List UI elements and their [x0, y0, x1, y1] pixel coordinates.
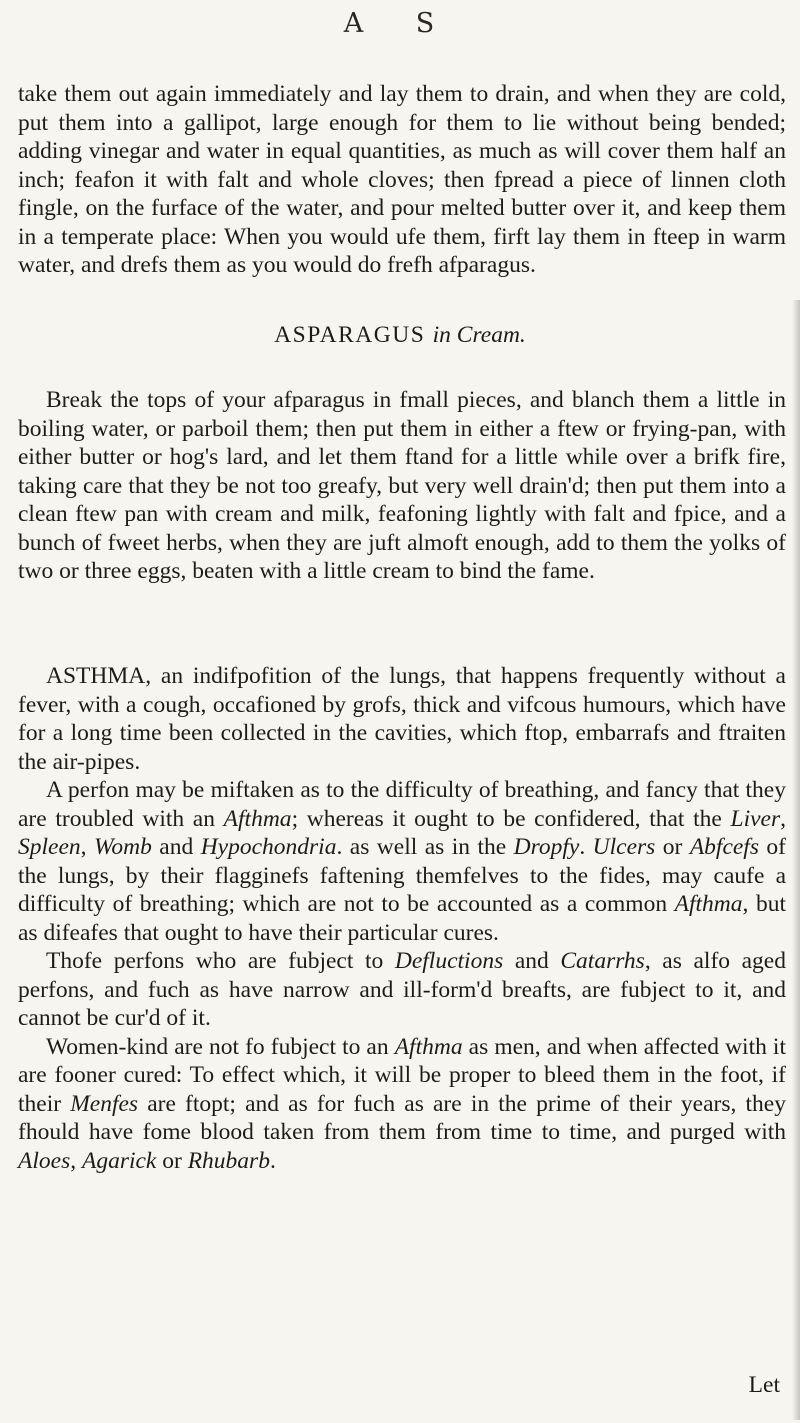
running-header: A S	[343, 8, 457, 39]
paragraph-text: Break the tops of your afparagus in fmall pieces, and blanch them a little in boiling water, or parboil them; then put them in either a ftew or frying-pan, with either butter or hog's lard, and let them ftand for a little while over a brifk fire, taking care that they be not too greafy, but very well drain'd; then put them into a clean ftew pan with cream and milk, feafoning lightly with falt and fpice, and a bunch of fweet herbs, when they are juft almoft enough, add to them the yolks of two or three eggs, beaten with a little cream to bind the fame.	[18, 387, 786, 584]
italic-term: Dropfy	[513, 834, 580, 860]
asparagus-pickling-paragraph	[18, 80, 786, 280]
asthma-definition	[18, 662, 786, 776]
heading-caps: ASPARAGUS	[274, 322, 426, 348]
page-edge-shadow	[792, 300, 800, 1420]
text-run: as men, and when affected with it are fooner cured: To effect which, it will be proper to bleed them in the foot, if their	[18, 1033, 786, 1117]
italic-term: Defluctions	[394, 948, 504, 974]
italic-term: Agarick	[81, 1147, 157, 1174]
text-run: Women-kind are not fo fubject to an	[46, 1033, 395, 1060]
italic-term: Hypochondria	[200, 834, 337, 860]
asthma-paragraph-2	[18, 776, 786, 947]
italic-term: Menfes	[70, 1090, 139, 1117]
paragraph-text: take them out again immediately and lay them to drain, and when they are cold, put them into a gallipot, large enough for them to lie without being bended; adding vinegar and water in equal quantities, as much as will cover them half an inch; feafon it with falt and whole cloves; then fpread a piece of linnen cloth fingle, on the furface of the water, and pour melted butter over it, and keep them in a temperate place: When you would ufe them, firft lay them in fteep in warm water, and drefs them as you would do frefh afparagus.	[18, 81, 786, 278]
text-run: ,	[80, 834, 94, 860]
text-run: .	[269, 1147, 276, 1174]
asthma-paragraph-4	[18, 1033, 786, 1176]
italic-term: Rhubarb	[187, 1147, 270, 1174]
text-run: and	[151, 834, 201, 860]
asthma-entry	[18, 662, 786, 1175]
italic-term: Afthma	[223, 805, 292, 832]
italic-term: Catarrhs	[560, 948, 645, 974]
italic-term: Spleen	[18, 834, 81, 860]
italic-term: Liver	[730, 805, 781, 832]
asparagus-in-cream-paragraph	[18, 386, 786, 586]
italic-term: Abfcefs	[689, 834, 759, 860]
text-run: . as well as in the	[336, 834, 514, 860]
italic-term: Aloes	[18, 1147, 71, 1174]
heading-italic: in Cream.	[432, 322, 526, 348]
text-run: , as alfo aged perfons, and fuch as have narrow and ill-form'd breafts, are fubject to it, and cannot be cur'd of it.	[18, 948, 786, 1031]
text-run: or	[156, 1147, 188, 1174]
text-run: A perfon may be miftaken as to the difficulty of breathing, and fancy that they are troubled with an	[18, 777, 786, 832]
text-run: , but as difeafes that ought to have their particular cures.	[18, 891, 786, 946]
text-run: or	[655, 834, 690, 860]
text-run: Thofe perfons who are fubject to	[46, 948, 395, 974]
text-run: , an indifpofition of the lungs, that happens frequently without a fever, with a cough, occafioned by grofs, thick and vifcous humours, which have for a long time been collected in the cavities, which ftop, embarrafs and ftraiten the air-pipes.	[18, 663, 786, 775]
text-run: ,	[70, 1147, 82, 1174]
italic-term: Afthma	[394, 1033, 463, 1060]
italic-term: Afthma	[674, 891, 743, 917]
catchword: Let	[748, 1372, 780, 1398]
entry-headword: ASTHMA	[46, 663, 146, 689]
text-run: ,	[780, 805, 786, 832]
italic-term: Ulcers	[592, 834, 656, 860]
text-run: and	[503, 948, 561, 974]
section-heading-asparagus-in-cream	[0, 322, 800, 349]
text-run: .	[579, 834, 593, 860]
text-run: are ftopt; and as for fuch as are in the prime of their years, they fhould have fome blood taken from them from time to time, and purged with	[18, 1090, 786, 1145]
text-run: ; whereas it ought to be confidered, that the	[291, 805, 731, 832]
italic-term: Womb	[93, 834, 152, 860]
asthma-paragraph-3	[18, 947, 786, 1033]
text-run: of the lungs, by their flagginefs faftening themfelves to the fides, may caufe a difficulty of breathing; which are not to be accounted as a common	[18, 834, 787, 917]
